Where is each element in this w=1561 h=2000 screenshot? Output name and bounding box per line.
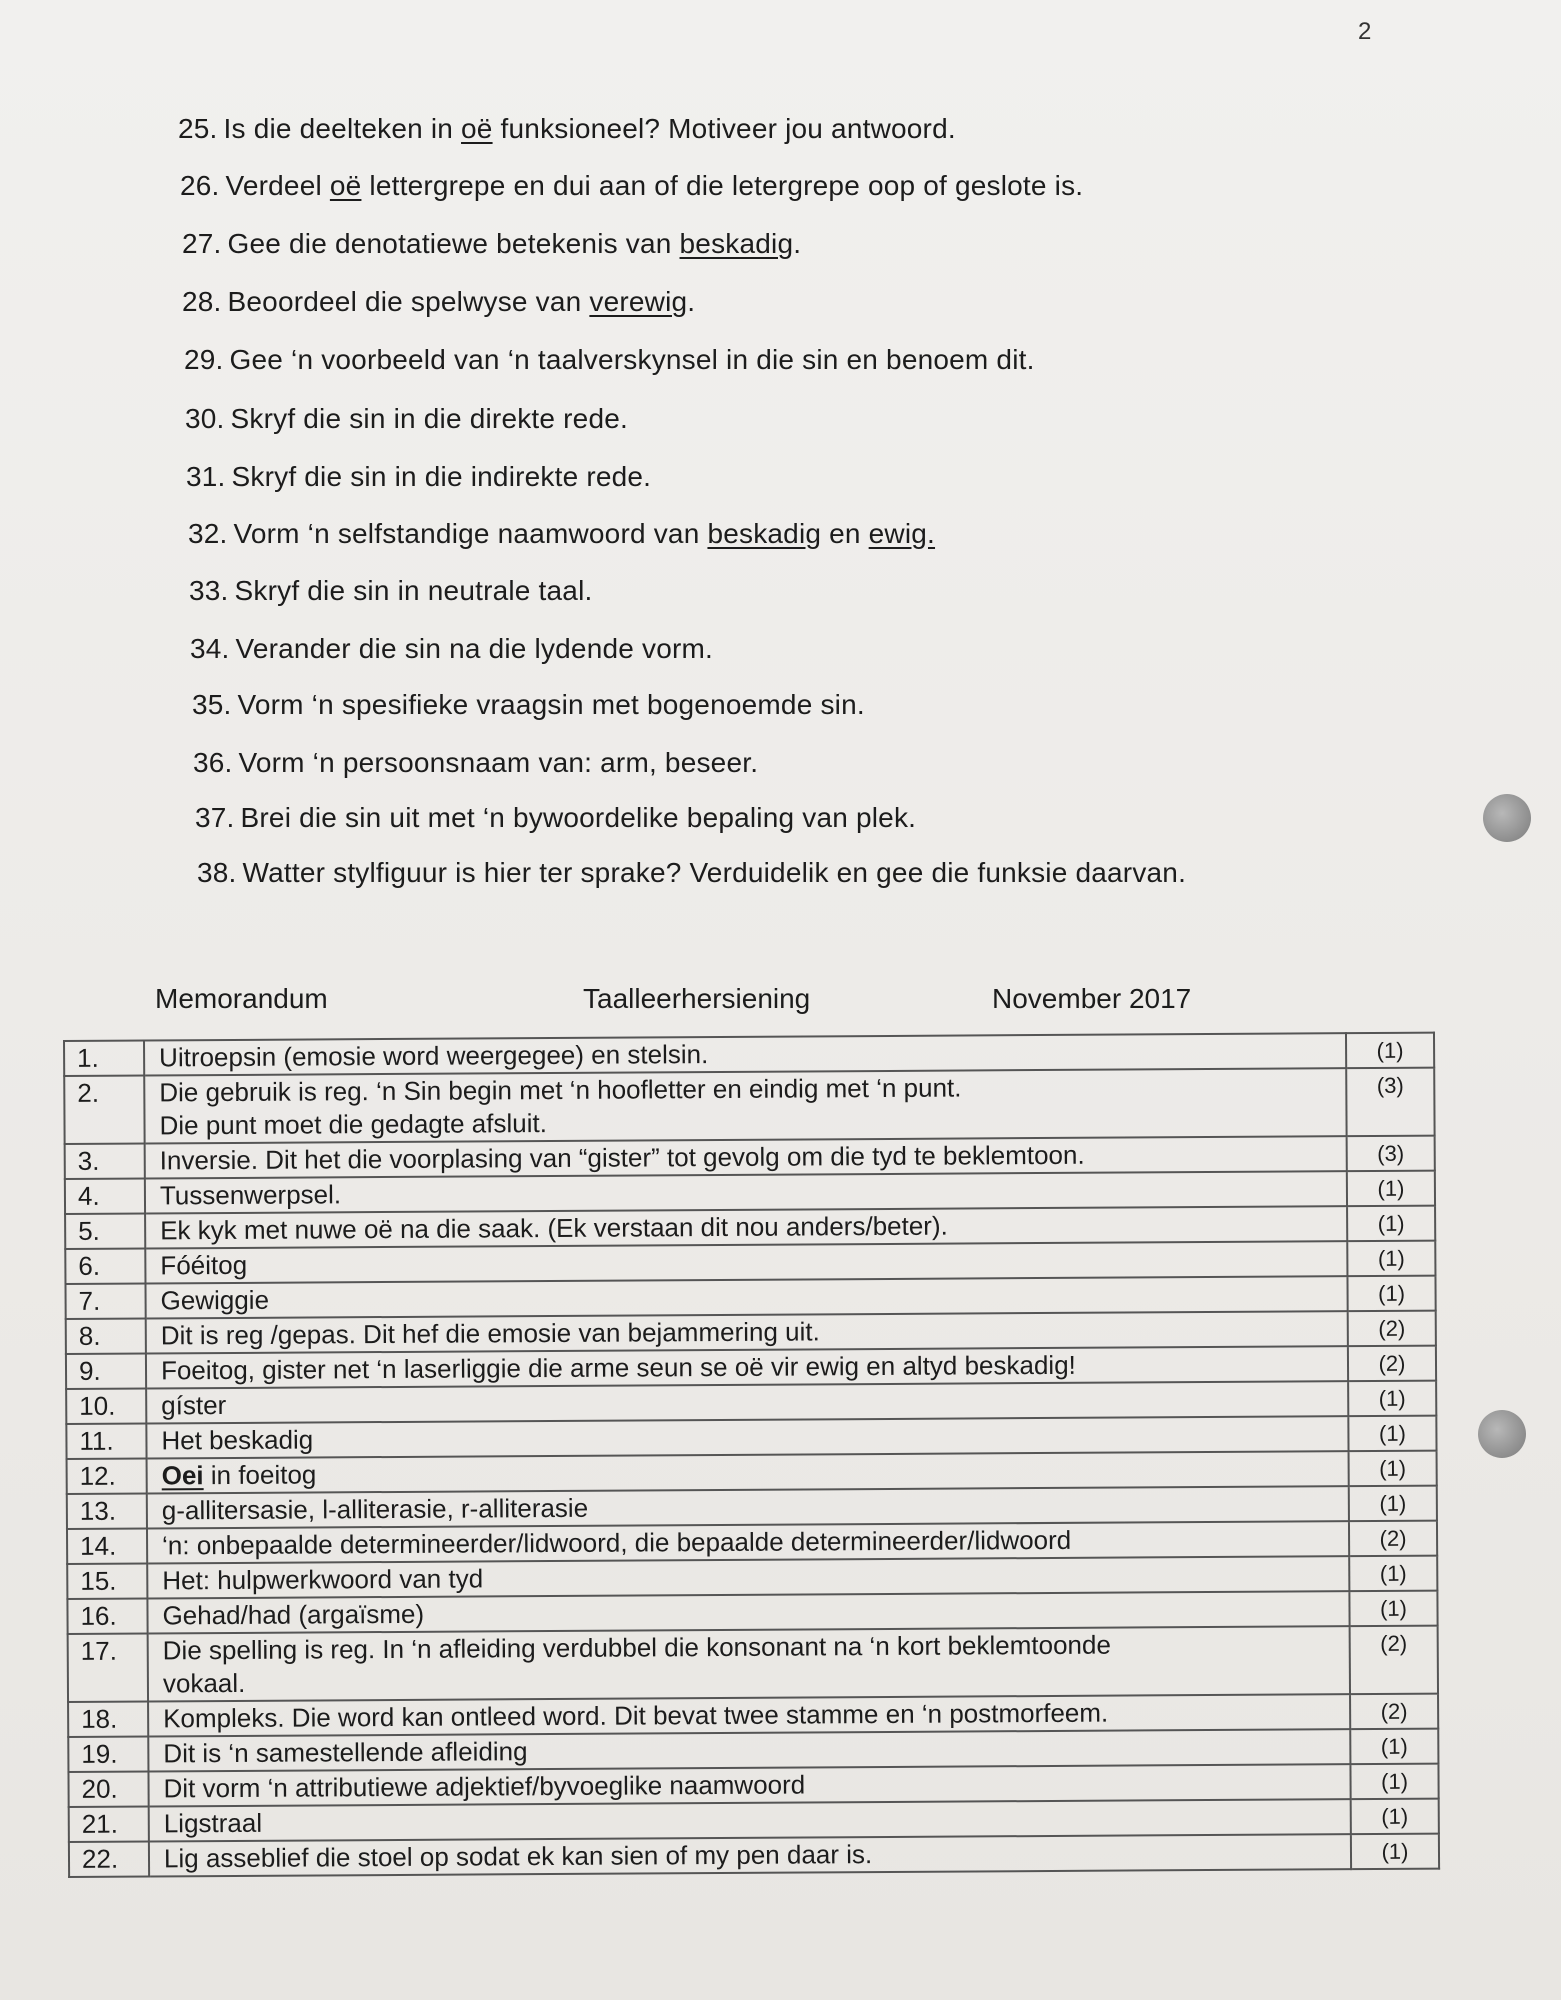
row-number: 19. [68, 1736, 148, 1771]
answer-cell [149, 1834, 1351, 1876]
row-number: 20. [68, 1771, 148, 1806]
marks-cell: (1) [1346, 1033, 1434, 1069]
answer-text: Uitroepsin (emosie word weergegee) en stelsin. [159, 1039, 709, 1073]
table-row [64, 1068, 1434, 1144]
marks-cell: (1) [1347, 1171, 1435, 1207]
row-number: 7. [65, 1284, 145, 1319]
question-text: funksioneel? Motiveer jou antwoord. [492, 113, 956, 144]
underlined-word: oë [329, 170, 362, 201]
underlined-word: beskadig [707, 518, 822, 549]
question-item [188, 517, 935, 551]
question-text: en [821, 518, 869, 549]
marks-cell: (1) [1347, 1241, 1435, 1277]
marks-cell: (1) [1348, 1416, 1436, 1452]
marks-cell: (2) [1350, 1626, 1438, 1695]
answer-text: Ligstraal [163, 1807, 263, 1839]
answer-text: ‘n: onbepaalde determineerder/lidwoord, die bepaalde determineerder/lidwoord [161, 1524, 1072, 1561]
answer-cell [148, 1626, 1350, 1701]
question-text: Verdeel [225, 170, 330, 201]
marks-cell: (1) [1349, 1486, 1437, 1522]
row-number: 2. [64, 1076, 144, 1144]
question-text: Vorm ‘n spesifieke vraagsin met bogenoemde sin. [237, 689, 865, 720]
row-number: 3. [65, 1144, 145, 1179]
answer-text: Dit is ‘n samestellende afleiding [163, 1736, 528, 1769]
marks-cell: (1) [1351, 1834, 1439, 1870]
question-item [186, 460, 651, 494]
question-text: Vorm ‘n persoonsnaam van: arm, beseer. [238, 747, 759, 778]
question-text: Gee ‘n voorbeeld van ‘n taalverskynsel in die sin en benoem dit. [229, 344, 1035, 375]
marks-cell: (1) [1350, 1764, 1438, 1800]
row-number: 1. [64, 1041, 144, 1076]
question-text: Watter stylfiguur is hier ter sprake? Verduidelik en gee die funksie daarvan. [242, 857, 1187, 888]
row-number: 6. [65, 1249, 145, 1284]
answer-text: Gewiggie [160, 1284, 270, 1316]
underlined-word: verewig [589, 286, 688, 317]
marks-cell: (1) [1351, 1799, 1439, 1835]
question-item [182, 227, 801, 261]
row-number: 9. [66, 1353, 146, 1388]
marks-cell: (3) [1346, 1068, 1434, 1137]
underlined-word: beskadig [679, 228, 794, 259]
question-item [185, 402, 628, 436]
question-number: 27. [182, 228, 222, 259]
question-item [180, 169, 1083, 203]
marks-cell: (1) [1349, 1451, 1437, 1487]
answer-text: in foeitog [203, 1459, 317, 1491]
row-number: 5. [65, 1214, 145, 1249]
question-text: Skryf die sin in die indirekte rede. [231, 461, 652, 492]
question-number: 35. [192, 689, 232, 720]
row-number: 11. [66, 1423, 146, 1458]
question-number: 38. [197, 857, 237, 888]
punch-hole-icon [1483, 794, 1531, 842]
table-row [68, 1626, 1438, 1702]
punch-hole-icon [1478, 1410, 1526, 1458]
question-item [197, 856, 1186, 890]
bold-answer: Oei [161, 1460, 204, 1491]
marks-cell: (1) [1347, 1206, 1435, 1242]
table-row [69, 1834, 1439, 1877]
answer-text: Die punt moet die gedagte afsluit. [159, 1108, 547, 1141]
question-text: Vorm ‘n selfstandige naamwoord van [233, 518, 708, 549]
question-text: lettergrepe en dui aan of die letergrepe oop of geslote is. [361, 170, 1084, 201]
question-item [189, 574, 592, 608]
marks-cell: (2) [1348, 1311, 1436, 1347]
row-number: 4. [65, 1179, 145, 1214]
marks-cell: (1) [1350, 1729, 1438, 1765]
row-number: 22. [69, 1841, 149, 1876]
memo-title: Memorandum [155, 983, 328, 1014]
row-number: 8. [66, 1319, 146, 1354]
question-item [192, 688, 865, 722]
question-number: 37. [195, 802, 235, 833]
page-number: 2 [1358, 18, 1372, 45]
row-number: 17. [68, 1633, 148, 1701]
question-number: 30. [185, 403, 225, 434]
question-text: Skryf die sin in neutrale taal. [234, 575, 593, 606]
answer-text: Fóéitog [160, 1249, 248, 1281]
answer-text: Kompleks. Die word kan ontleed word. Dit bevat twee stamme en ‘n postmorfeem. [163, 1697, 1109, 1734]
answer-text: Gehad/had (argaïsme) [162, 1598, 425, 1631]
answer-text: vokaal. [162, 1667, 246, 1699]
answer-text: Die gebruik is reg. ‘n Sin begin met ‘n hoofletter en eindig met ‘n punt. [159, 1072, 962, 1108]
answer-text: Het: hulpwerkwoord van tyd [162, 1563, 484, 1596]
question-number: 34. [190, 633, 230, 664]
question-item [190, 632, 713, 666]
question-number: 31. [186, 461, 226, 492]
row-number: 16. [67, 1598, 147, 1633]
question-number: 32. [188, 518, 228, 549]
answer-text: Het beskadig [161, 1424, 314, 1456]
marks-cell: (1) [1347, 1276, 1435, 1312]
question-number: 26. [180, 170, 220, 201]
question-text: Brei die sin uit met ‘n bywoordelike bepaling van plek. [240, 802, 917, 833]
question-number: 25. [178, 113, 218, 144]
marks-cell: (1) [1349, 1591, 1437, 1627]
question-item [182, 285, 695, 319]
row-number: 18. [68, 1701, 148, 1736]
question-number: 28. [182, 286, 222, 317]
question-number: 33. [189, 575, 229, 606]
answer-text: Dit is reg /gepas. Dit hef die emosie van bejammering uit. [160, 1316, 820, 1351]
memorandum-table [63, 1032, 1440, 1878]
marks-cell: (3) [1347, 1136, 1435, 1172]
question-text: Is die deelteken in [223, 113, 462, 144]
underlined-word: ewig. [868, 518, 936, 549]
question-number: 36. [193, 747, 233, 778]
answer-text: g-allitersasie, l-alliterasie, r-alliterasie [161, 1492, 589, 1526]
answer-text: Dit vorm ‘n attributiewe adjektief/byvoeglike naamwoord [163, 1769, 806, 1804]
row-number: 13. [67, 1493, 147, 1528]
question-item [178, 112, 956, 146]
question-item [193, 746, 758, 780]
row-number: 12. [67, 1458, 147, 1493]
marks-cell: (1) [1348, 1381, 1436, 1417]
row-number: 21. [69, 1806, 149, 1841]
answer-text: Lig asseblief die stoel op sodat ek kan sien of my pen daar is. [163, 1839, 873, 1874]
marks-cell: (1) [1349, 1556, 1437, 1592]
question-item [184, 343, 1035, 377]
answer-text: gíster [161, 1390, 227, 1421]
question-text: Beoordeel die spelwyse van [227, 286, 590, 317]
marks-cell: (2) [1349, 1521, 1437, 1557]
question-text: . [793, 228, 802, 259]
memo-date: November 2017 [992, 983, 1192, 1014]
marks-cell: (2) [1348, 1346, 1436, 1382]
question-text: Gee die denotatiewe betekenis van [227, 228, 680, 259]
answer-text: Inversie. Dit het die voorplasing van “gister” tot gevolg om die tyd te beklemtoon. [159, 1139, 1085, 1176]
answer-text: Tussenwerpsel. [159, 1179, 342, 1211]
question-text: Verander die sin na die lydende vorm. [235, 633, 713, 664]
answer-cell [144, 1068, 1346, 1143]
row-number: 14. [67, 1528, 147, 1563]
answer-text: Ek kyk met nuwe oë na die saak. (Ek verstaan dit nou anders/beter). [160, 1210, 948, 1246]
memo-subject: Taalleerhersiening [583, 983, 811, 1014]
question-item [195, 801, 916, 835]
answer-text: Foeitog, gister net ‘n laserliggie die arme seun se oë vir ewig en altyd beskadig! [160, 1349, 1076, 1386]
row-number: 15. [67, 1563, 147, 1598]
answer-text: Die spelling is reg. In ‘n afleiding verdubbel die konsonant na ‘n kort beklemtoonde [162, 1629, 1111, 1666]
row-number: 10. [66, 1388, 146, 1423]
question-number: 29. [184, 344, 224, 375]
marks-cell: (2) [1350, 1694, 1438, 1730]
question-text: . [687, 286, 696, 317]
underlined-word: oë [461, 113, 493, 144]
question-text: Skryf die sin in die direkte rede. [230, 403, 628, 434]
